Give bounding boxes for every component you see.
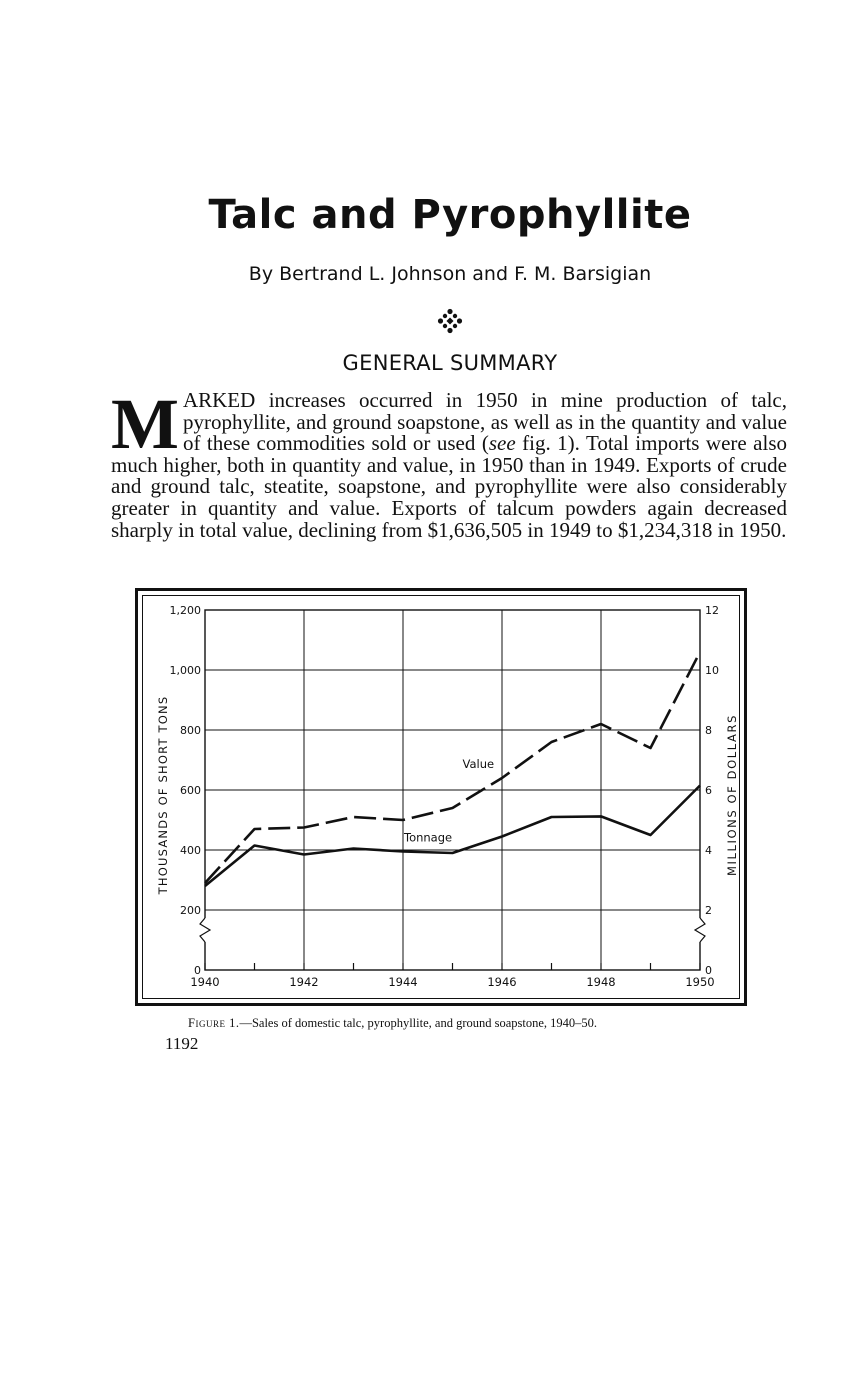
y-tick-label: 400 bbox=[180, 844, 201, 857]
y-axis-title: THOUSANDS OF SHORT TONS bbox=[156, 695, 170, 895]
x-tick-label: 1942 bbox=[289, 975, 319, 989]
caption-label: Figure 1. bbox=[188, 1016, 240, 1030]
y-tick-label: 1,000 bbox=[169, 664, 201, 677]
figure-caption bbox=[188, 1016, 597, 1031]
quatrefoil-ornament-icon bbox=[437, 308, 463, 334]
y2-tick-label: 8 bbox=[705, 724, 712, 737]
y2-tick-label: 0 bbox=[705, 964, 712, 977]
paragraph-lead: ARKED increases occurred in 1950 in mine production of talc, pyrophyllite, and ground soapstone, as well as in the quantity and value of these commodities sold or used ( bbox=[182, 388, 787, 456]
y-tick-label: 1,200 bbox=[169, 604, 201, 617]
y2-tick-label: 2 bbox=[705, 904, 712, 917]
figure-inner-frame bbox=[142, 595, 740, 999]
y-tick-label: 800 bbox=[180, 724, 201, 737]
y-tick-label: 200 bbox=[180, 904, 201, 917]
paragraph-rest: fig. 1). Total imports were also much higher, both in quantity and value, in 1950 than in 1949. Exports of crude and ground talc, steatite, soapstone, and pyrophyllite were also considerably greater in quantity and value. Exports of talcum powders again decreased sharply in total value, declining from $1,636,505 in 1949 to $1,234,318 in 1950. bbox=[111, 431, 787, 542]
caption-text: —Sales of domestic talc, pyrophyllite, and ground soapstone, 1940–50. bbox=[239, 1016, 598, 1030]
y2-tick-label: 4 bbox=[705, 844, 712, 857]
y2-axis-title: MILLIONS OF DOLLARS bbox=[725, 714, 739, 876]
article-title: Talc and Pyrophyllite bbox=[208, 192, 692, 238]
y-tick-label: 600 bbox=[180, 784, 201, 797]
series-label-tonnage: Tonnage bbox=[404, 830, 453, 845]
y2-tick-label: 10 bbox=[705, 664, 719, 677]
drop-cap: M bbox=[111, 384, 179, 464]
x-tick-label: 1948 bbox=[586, 975, 616, 989]
x-tick-label: 1944 bbox=[388, 975, 418, 989]
x-tick-label: 1950 bbox=[685, 975, 715, 989]
y2-tick-label: 6 bbox=[705, 784, 712, 797]
series-label-value: Value bbox=[462, 757, 495, 771]
page-number: 1192 bbox=[165, 1034, 199, 1053]
x-tick-label: 1946 bbox=[487, 975, 517, 989]
y-tick-label: 0 bbox=[194, 964, 201, 977]
x-tick-label: 1940 bbox=[190, 975, 220, 989]
article-byline: By Bertrand L. Johnson and F. M. Barsigian bbox=[248, 263, 652, 285]
section-heading: GENERAL SUMMARY bbox=[342, 351, 558, 375]
y2-tick-label: 12 bbox=[705, 604, 719, 617]
figure-frame bbox=[135, 588, 747, 1006]
paragraph-italic: see bbox=[488, 431, 516, 456]
summary-paragraph bbox=[111, 384, 787, 542]
